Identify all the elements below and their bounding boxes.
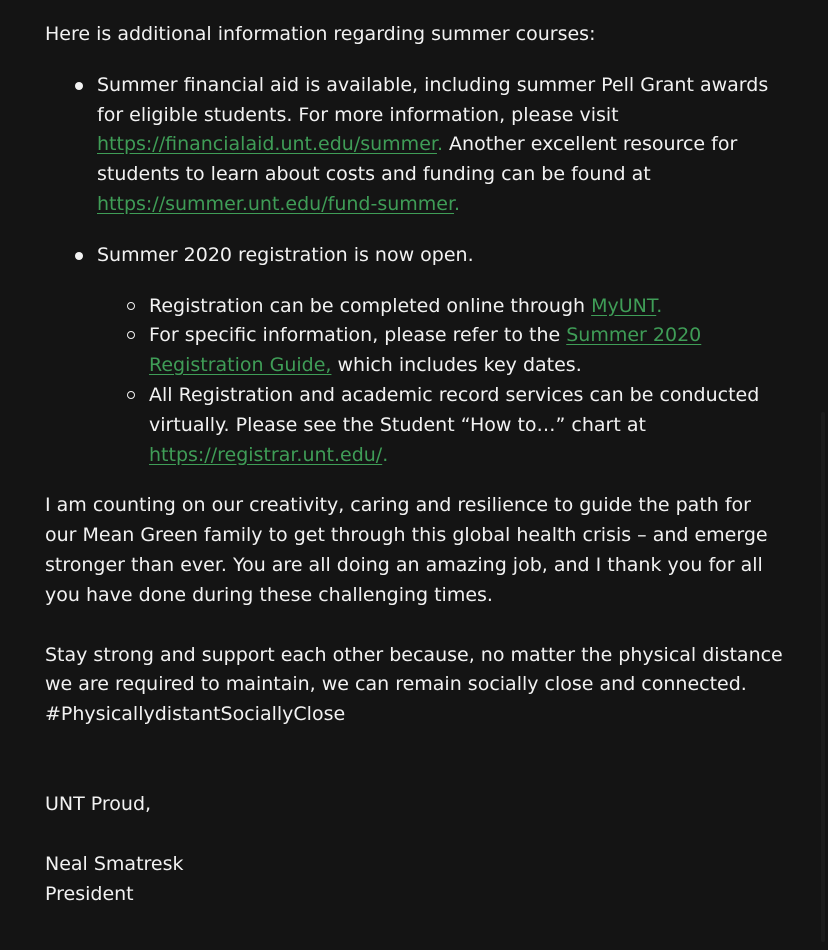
resilience-paragraph: I am counting on our creativity, caring and resilience to guide the path for our Mean Green family to get through this global health crisis – and emerge stronger than ever. You are all doing an amazing job, and I thank you for all you have done during these challenging times. <box>45 494 768 606</box>
closing-line: UNT Proud, <box>45 792 152 815</box>
summer-info-list <box>45 71 785 471</box>
scrollbar[interactable] <box>821 412 825 942</box>
financial-aid-link[interactable]: https://financialaid.unt.edu/summer <box>97 133 437 156</box>
signature-name: Neal Smatresk <box>45 852 184 875</box>
myunt-link-period: . <box>656 294 663 317</box>
registration-sublist <box>97 292 785 471</box>
guide-after-text: which includes key dates. <box>331 354 582 377</box>
registration-subitem-guide <box>149 321 785 381</box>
intro-text: Here is additional information regarding summer courses: <box>45 23 596 45</box>
registration-heading: Summer 2020 registration is now open. <box>97 243 474 266</box>
registrar-link[interactable]: https://registrar.unt.edu/ <box>149 443 383 466</box>
stay-strong-paragraph: Stay strong and support each other because, no matter the physical distance we are required to maintain, we can remain socially close and connected. #PhysicallydistantSociallyClose <box>45 643 783 726</box>
registration-guide-link[interactable]: Summer 2020 Registration Guide, <box>149 324 702 377</box>
aid-text-2: Another excellent resource for students to learn about costs and funding can be found at <box>97 133 738 186</box>
myunt-text: Registration can be completed online through <box>149 294 592 317</box>
registration-subitem-registrar <box>149 381 785 470</box>
fund-summer-link[interactable]: https://summer.unt.edu/fund-summer <box>97 192 455 215</box>
guide-text: For specific information, please refer to the <box>149 324 567 347</box>
registrar-text: All Registration and academic record services can be conducted virtually. Please see the Student “How to…” chart at <box>149 383 760 436</box>
registrar-link-period: . <box>382 443 389 466</box>
registration-item <box>97 241 785 471</box>
aid-link-2-period: . <box>454 192 461 215</box>
signature-title: President <box>45 882 134 905</box>
registration-subitem-myunt <box>149 292 785 322</box>
financial-aid-item <box>97 71 785 220</box>
email-body <box>45 20 785 909</box>
myunt-link[interactable]: MyUNT <box>591 294 657 317</box>
aid-link-1-period: . <box>436 133 443 156</box>
aid-text-1: Summer financial aid is available, including summer Pell Grant awards for eligible students. For more information, please visit <box>97 73 769 126</box>
